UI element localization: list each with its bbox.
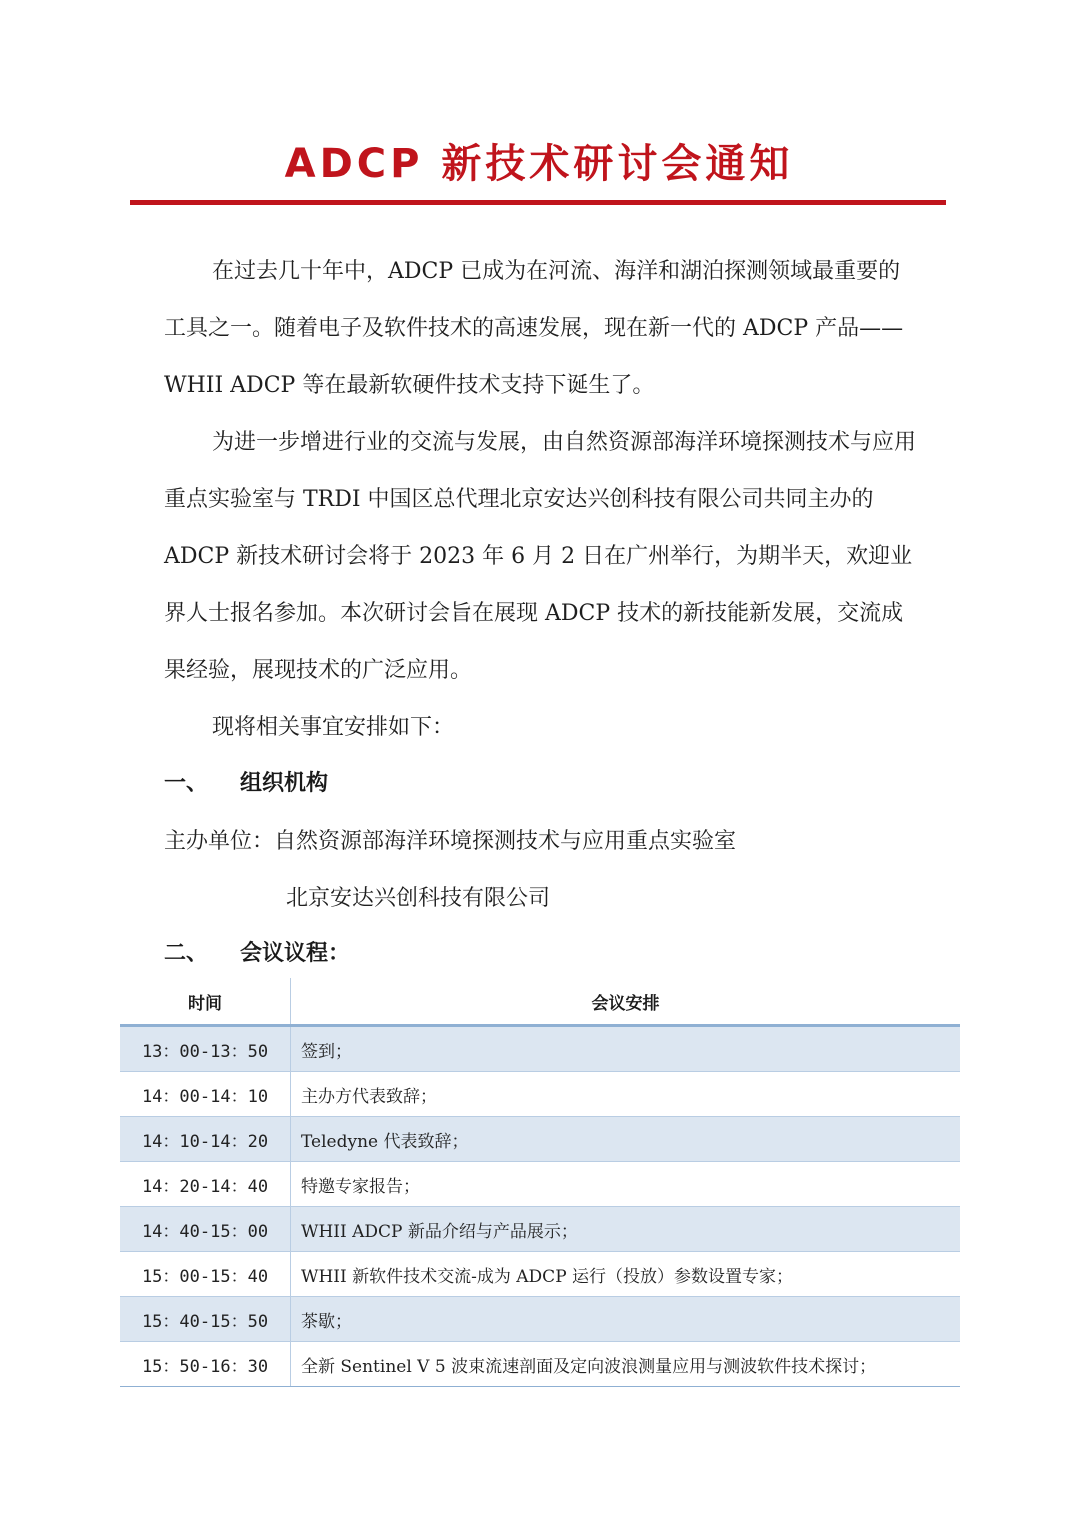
row-item: 全新 Sentinel V 5 波束流速剖面及定向波浪测量应用与测波软件技术探讨； <box>291 1342 961 1387</box>
table-row <box>120 1026 960 1072</box>
paragraph-3: 现将相关事宜安排如下： <box>212 715 455 740</box>
table-row <box>120 1117 960 1162</box>
table-row <box>120 1297 960 1342</box>
row-item: 特邀专家报告； <box>291 1162 961 1207</box>
intro-text <box>164 243 920 756</box>
header-item: 会议安排 <box>291 978 961 1026</box>
paragraph-2: 为进一步增进行业的交流与发展，由自然资源部海洋环境探测技术与应用重点实验室与 TRDI 中国区总代理北京安达兴创科技有限公司共同主办的 ADCP 新技术研讨会将于 2023 年 6 月 2 日在广州举行，为期半天，欢迎业界人士报名参加。本次研讨会旨在展现 ADCP 技术的新技能新发展，交流成果经验，展现技术的广泛应用。 <box>164 430 917 683</box>
row-time: 15：40-15：50 <box>120 1297 291 1342</box>
agenda-table <box>120 978 960 1387</box>
agenda-header-row <box>120 978 960 1026</box>
row-item: WHII ADCP 新品介绍与产品展示； <box>291 1207 961 1252</box>
table-row <box>120 1342 960 1387</box>
row-time: 15：00-15：40 <box>120 1252 291 1297</box>
row-time: 14：00-14：10 <box>120 1072 291 1117</box>
section-2-heading <box>164 936 350 967</box>
row-item: 主办方代表致辞； <box>291 1072 961 1117</box>
title-divider <box>130 200 946 205</box>
header-time: 时间 <box>120 978 291 1026</box>
row-item: 茶歇； <box>291 1297 961 1342</box>
host-organization-1: 自然资源部海洋环境探测技术与应用重点实验室 <box>274 829 737 854</box>
table-row <box>120 1252 960 1297</box>
table-row <box>120 1207 960 1252</box>
host-label: 主办单位： <box>164 829 275 854</box>
section-2-number: 二、 <box>164 941 209 966</box>
section-2-title: 会议议程： <box>240 941 351 966</box>
host-row-2 <box>286 881 550 912</box>
table-row <box>120 1162 960 1207</box>
row-time: 14：20-14：40 <box>120 1162 291 1207</box>
row-item: Teledyne 代表致辞； <box>291 1117 961 1162</box>
section-1-number: 一、 <box>164 771 209 796</box>
row-item: 签到； <box>291 1026 961 1072</box>
host-organization-2: 北京安达兴创科技有限公司 <box>286 886 551 911</box>
row-item: WHII 新软件技术交流-成为 ADCP 运行（投放）参数设置专家； <box>291 1252 961 1297</box>
section-1-heading <box>164 766 328 797</box>
page-title: ADCP 新技术研讨会通知 <box>284 141 794 187</box>
paragraph-1: 在过去几十年中，ADCP 已成为在河流、海洋和湖泊探测领域最重要的工具之一。随着电子及软件技术的高速发展，现在新一代的 ADCP 产品—— WHII ADCP 等在最新软硬件技术支持下诞生了。 <box>164 259 904 398</box>
row-time: 13：00-13：50 <box>120 1026 291 1072</box>
host-row-1 <box>164 824 736 855</box>
section-1-title: 组织机构 <box>240 771 329 796</box>
row-time: 14：10-14：20 <box>120 1117 291 1162</box>
row-time: 15：50-16：30 <box>120 1342 291 1387</box>
row-time: 14：40-15：00 <box>120 1207 291 1252</box>
table-row <box>120 1072 960 1117</box>
